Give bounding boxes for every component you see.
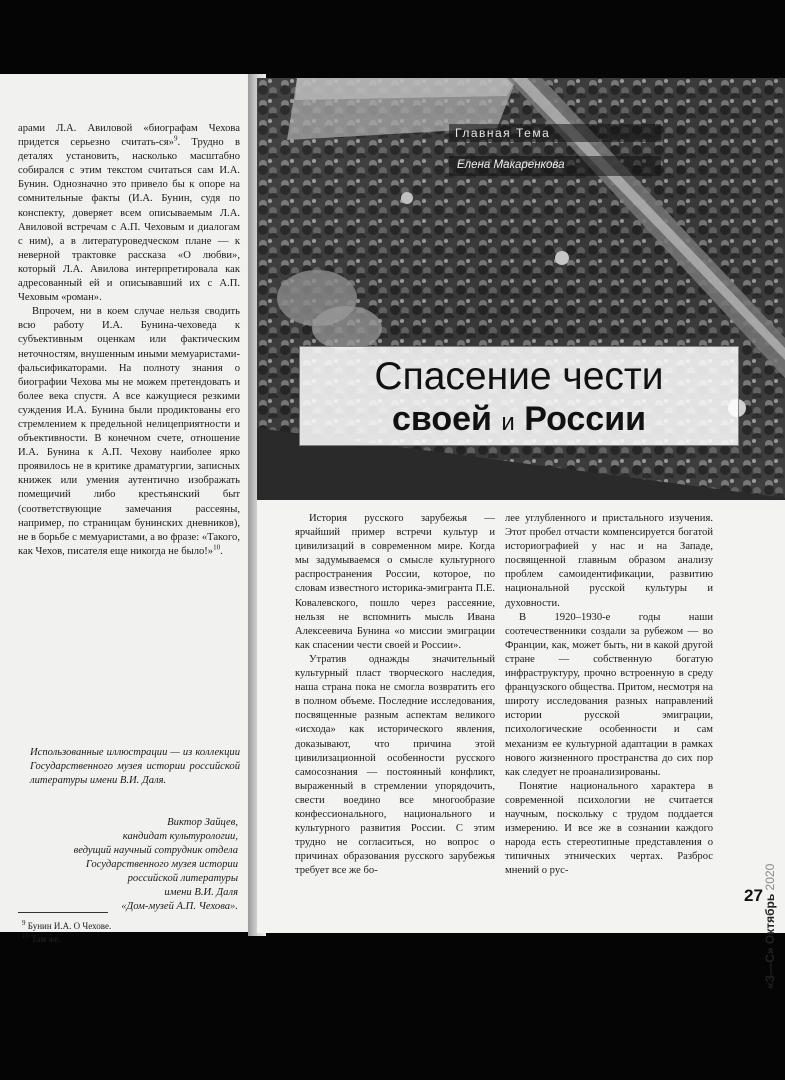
signature-line: Государственного музея истории	[85, 859, 238, 870]
article-author: Елена Макаренкова	[449, 156, 661, 176]
article-title-line-2: своей и России	[391, 400, 647, 438]
signature-line: российской литературы	[127, 873, 238, 884]
magazine-name: «З—С»	[763, 947, 777, 989]
footnote-divider	[18, 912, 108, 913]
footnote-ref-10: 10	[213, 543, 221, 552]
signature-line: «Дом-музей А.П. Чехова».	[121, 901, 238, 912]
signature-line: имени В.И. Даля	[164, 887, 238, 898]
article-paragraph: В 1920–1930-е годы наши соотечественники создали за рубежом — во Франции, как, может быть, ни в какой другой стране — собственную богатую инфраструктуру, прочно встроенную в среду французского общества. Притом, несмотря на широту исследования разных направлений истории русской эмиграции, психологические особенности и сам механизм ее культурной адаптации в рамках нового жизненного пространства до сих пор как следует не проанализированы.	[505, 611, 713, 778]
article-paragraph: Утратив однажды значительный культурный пласт творческого наследия, наша страна пока не смогла возвратить его в полном объеме. Последние исследования, посвященные разным аспектам великого «исхода» как исторического явления, доказывают, что причина этой цивилизационной особенности русского самосознания — постоянный конфликт, выраженный в стремлении упорядочить, свести воедино все многообразие конфессионального, национального и культурного развития России. С этим трудно не согласиться, но вопрос о причинах образования русского зарубежья требует все же бо-	[295, 653, 495, 877]
left-page	[0, 74, 257, 944]
section-rubric: Главная Тема	[449, 124, 661, 142]
author-signature	[30, 816, 238, 914]
left-paragraph-2: Впрочем, ни в коем случае нельзя сводить всю работу И.А. Бунина-чеховеда к субъективным оценкам или фактическим неточностям, внушенным иными мемуаристами-фальсификаторами. На полноту знания о биографии Чехова мы не можем претендовать и более века спустя. А все кажущиеся резкими суждения И.А. Бунина были продиктованы его стремлением к предельной нелицеприятности и объективности. В конечном счете, отношение И.А. Бунина к А.П. Чехову наиболее ярко проявилось не в критике драматургии, записных книжек или умения аутентично изображать помещичий либо крестьянский быт (соответствующие замечания рассеяны, например, по страницам бунинских дневников), не в борьбе с мемуаристами, а во фразе: «Такого, как Чехов, писателя еще никогда не было!»$^{10}$.	[18, 306, 240, 557]
left-body-text	[18, 122, 240, 559]
article-paragraph: лее углубленного и пристального изучения. Этот пробел отчасти компенсируется богатой историографией у нас и на Западе, посвященной главным образом анализу проблем самоидентификации, развитию национальной русской культуры и духовности.	[505, 513, 713, 609]
crowd-photograph	[257, 78, 785, 500]
left-paragraph-1: арами Л.А. Авиловой «биографам Чехова придется серьезно считать-ся»$^9$. Трудно в деталях установить, насколько масштабно собирался с этим текстом считаться сам И.А. Бунин. Однозначно это привело бы к опоре на сомнительные факты (И.А. Бунин, судя по конспекту, доверяет всем описываемым Л.А. Авиловой встречам с А.П. Чеховым и диалогам с ним), а в литературоведческом плане — к неверной трактовке рассказа «О любви», который Л.А. Авилова интерпретировала как адресованный ей и описывавший их с А.П. Чеховым «роман».	[18, 123, 240, 304]
article-title-line-1: Спасение чести	[374, 355, 664, 398]
footnote-9: $^9$ Бунин И.А. О Чехове.	[22, 919, 112, 931]
footnotes	[22, 920, 232, 946]
issue-month: Октябрь	[763, 893, 777, 945]
article-title-box	[299, 346, 739, 446]
signature-line: ведущий научный сотрудник отдела	[73, 845, 238, 856]
issue-year: 2020	[763, 863, 777, 891]
footnote-10: $^{10}$ Там же.	[22, 932, 61, 944]
footnote-ref-9: 9	[173, 134, 178, 143]
article-column-2	[505, 512, 713, 878]
article-column-1	[295, 512, 495, 878]
illustration-credits: Использованные иллюстрации — из коллекции Государственного музея истории российской литературы имени В.И. Даля.	[30, 747, 240, 787]
article-paragraph: Понятие национального характера в современной психологии не считается научным, поскольку с трудом поддается измерению. И все же в сознании каждого народа есть стереотипные представления о типичных этнических чертах. Разброс мнений о рус-	[505, 780, 713, 877]
signature-line: Виктор Зайцев,	[167, 817, 238, 828]
signature-line: кандидат культурологии,	[122, 831, 238, 842]
right-page	[257, 78, 785, 989]
page-number: 27	[744, 886, 763, 905]
article-paragraph: История русского зарубежья — ярчайший пример встречи культур и цивилизаций в современном мире. Когда мы задумываемся о смысле культурного распространения России, которое, по словам известного историка-эмигранта П.Е. Ковалевского, пошло через рассеяние, нельзя не вспомнить мысль Ивана Алексеевича Бунина «о миссии эмиграции как спасении чести своей и России».	[295, 513, 495, 651]
